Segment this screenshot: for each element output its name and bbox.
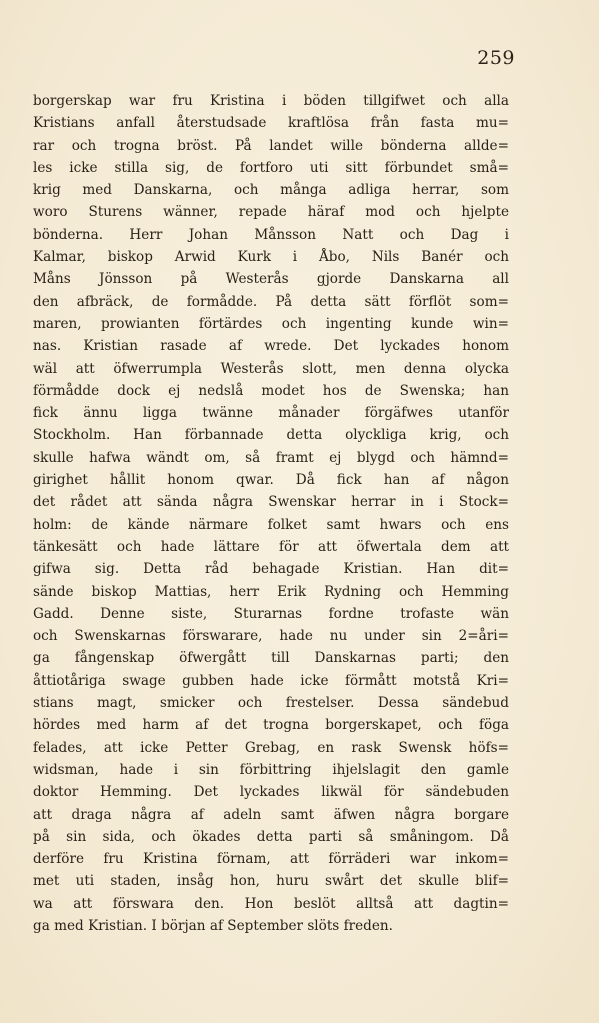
text-line: den afbräck, de formådde. På detta sätt förflöt som= [33,293,509,310]
text-line: gifwa sig. Detta råd behagade Kristian. Han dit= [33,561,509,578]
text-line: met uti staden, insåg hon, huru swårt det skulle blif= [33,873,509,890]
text-line: att draga några af adeln samt äfwen några borgare [33,806,509,823]
text-line: rar och trogna bröst. På landet wille bönderna allde= [33,137,509,154]
text-line: les icke stilla sig, de fortforo uti sitt förbundet små= [33,159,509,176]
text-line: Stockholm. Han förbannade detta olyckliga krig, och [33,427,509,444]
text-line: Kalmar, biskop Arwid Kurk i Åbo, Nils Banér och [33,249,509,266]
text-line: och Swenskarnas förswarare, hade nu under sin 2=åri= [33,628,509,645]
text-line: ga med Kristian. I början af September slöts freden. [33,917,393,934]
text-line: hördes med harm af det trogna borgerskapet, och föga [33,717,509,734]
text-line: stians magt, smicker och frestelser. Dessa sändebud [33,695,509,712]
text-line: woro Sturens wänner, repade häraf mod och hjelpte [33,204,509,221]
text-line: förmådde dock ej nedslå modet hos de Swenska; han [33,382,509,399]
text-line: skulle hafwa wändt om, så framt ej blygd och hämnd= [33,449,509,466]
text-line: maren, prowianten förtärdes och ingenting kunde win= [33,315,509,332]
text-line: krig med Danskarna, och många adliga herrar, som [33,182,509,199]
text-line: holm: de kände närmare folket samt hwars och ens [33,516,509,533]
text-line: Gadd. Denne siste, Sturarnas fordne trofaste wän [33,605,509,622]
body-text [33,90,509,937]
page-number: 259 [477,47,515,69]
text-line: wäl att öfwerrumpla Westerås slott, men denna olycka [33,360,509,377]
text-line: widsman, hade i sin förbittring ihjelslagit den gamle [33,761,509,778]
text-line: doktor Hemming. Det lyckades likwäl för sändebuden [33,784,509,801]
text-line: felades, att icke Petter Grebag, en rask Swensk höfs= [33,739,509,756]
text-line: derföre fru Kristina förnam, att förräderi war inkom= [33,851,509,868]
text-line: nas. Kristian rasade af wrede. Det lyckades honom [33,338,509,355]
text-line: ga fångenskap öfwergått till Danskarnas parti; den [33,650,509,667]
text-line: girighet hållit honom qwar. Då fick han af någon [33,472,509,489]
text-line: fick ännu ligga twänne månader förgäfwes utanför [33,405,509,422]
text-line: det rådet att sända några Swenskar herrar in i Stock= [33,494,509,511]
text-line: på sin sida, och ökades detta parti så småningom. Då [33,828,509,845]
text-line: åttiotåriga swage gubben hade icke förmått motstå Kri= [33,672,509,689]
text-line: Kristians anfall återstudsade kraftlösa från fasta mu= [33,115,509,132]
text-line: tänkesätt och hade lättare för att öfwertala dem att [33,538,509,555]
text-line: borgerskap war fru Kristina i böden tillgifwet och alla [33,93,509,109]
text-line: bönderna. Herr Johan Månsson Natt och Dag i [33,226,509,243]
text-line: Måns Jönsson på Westerås gjorde Danskarna all [33,271,509,288]
text-line: sände biskop Mattias, herr Erik Rydning och Hemming [33,583,509,600]
text-line: wa att förswara den. Hon beslöt alltså att dagtin= [33,895,509,912]
